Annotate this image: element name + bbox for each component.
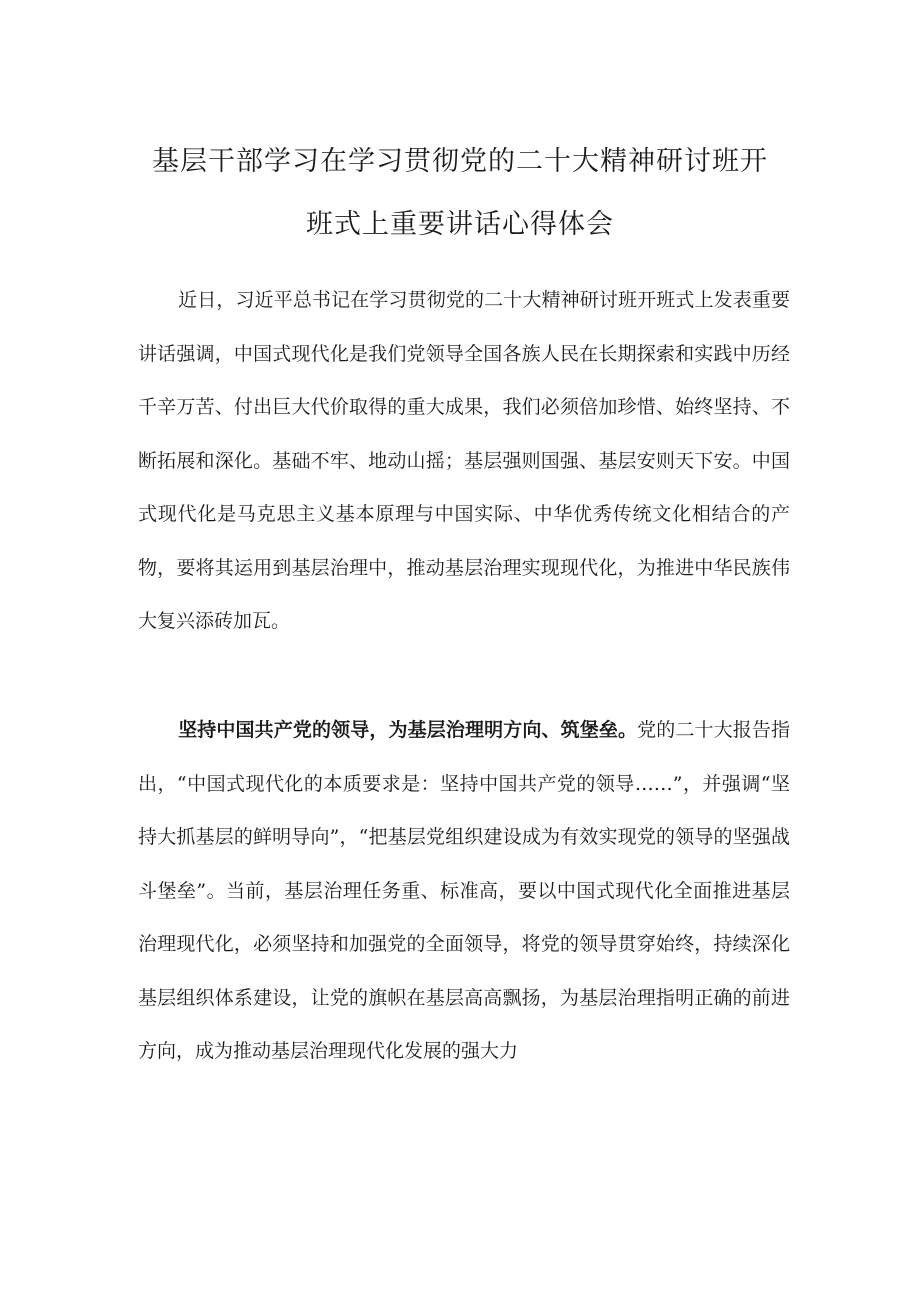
paragraph-leadership-text: 党的二十大报告指出，“中国式现代化的本质要求是：坚持中国共产党的领导……”，并强调“坚持大抓基层的鲜明导向”，“把基层党组织建设成为有效实现党的领导的坚强战斗堡垒”。当前，基层治理任务重、标准高，要以中国式现代化全面推进基层治理现代化，必须坚持和加强党的全面领导，将党的领导贯穿始终，持续深化基层组织体系建设，让党的旗帜在基层高高飘扬，为基层治理指明正确的前进方向，成为推动基层治理现代化发展的强大力 bbox=[138, 719, 790, 1062]
paragraph-intro-text: 近日，习近平总书记在学习贯彻党的二十大精神研讨班开班式上发表重要讲话强调，中国式现代化是我们党领导全国各族人民在长期探索和实践中历经千辛万苦、付出巨大代价取得的重大成果，我们必须倍加珍惜、始终坚持、不断拓展和深化。基础不牢、地动山摇；基层强则国强、基层安则天下安。中国式现代化是马克思主义基本原理与中国实际、中华优秀传统文化相结合的产物，要将其运用到基层治理中，推动基层治理实现现代化，为推进中华民族伟大复兴添砖加瓦。 bbox=[138, 289, 790, 632]
document-title-line-1: 基层干部学习在学习贯彻党的二十大精神研讨班开 bbox=[152, 146, 768, 177]
paragraph-leadership-heading: 坚持中国共产党的领导，为基层治理明方向、筑堡垒。 bbox=[178, 719, 638, 741]
document-title-line-2: 班式上重要讲话心得体会 bbox=[306, 209, 614, 240]
paragraph-leadership bbox=[138, 704, 790, 1079]
paragraph-intro bbox=[138, 274, 790, 649]
